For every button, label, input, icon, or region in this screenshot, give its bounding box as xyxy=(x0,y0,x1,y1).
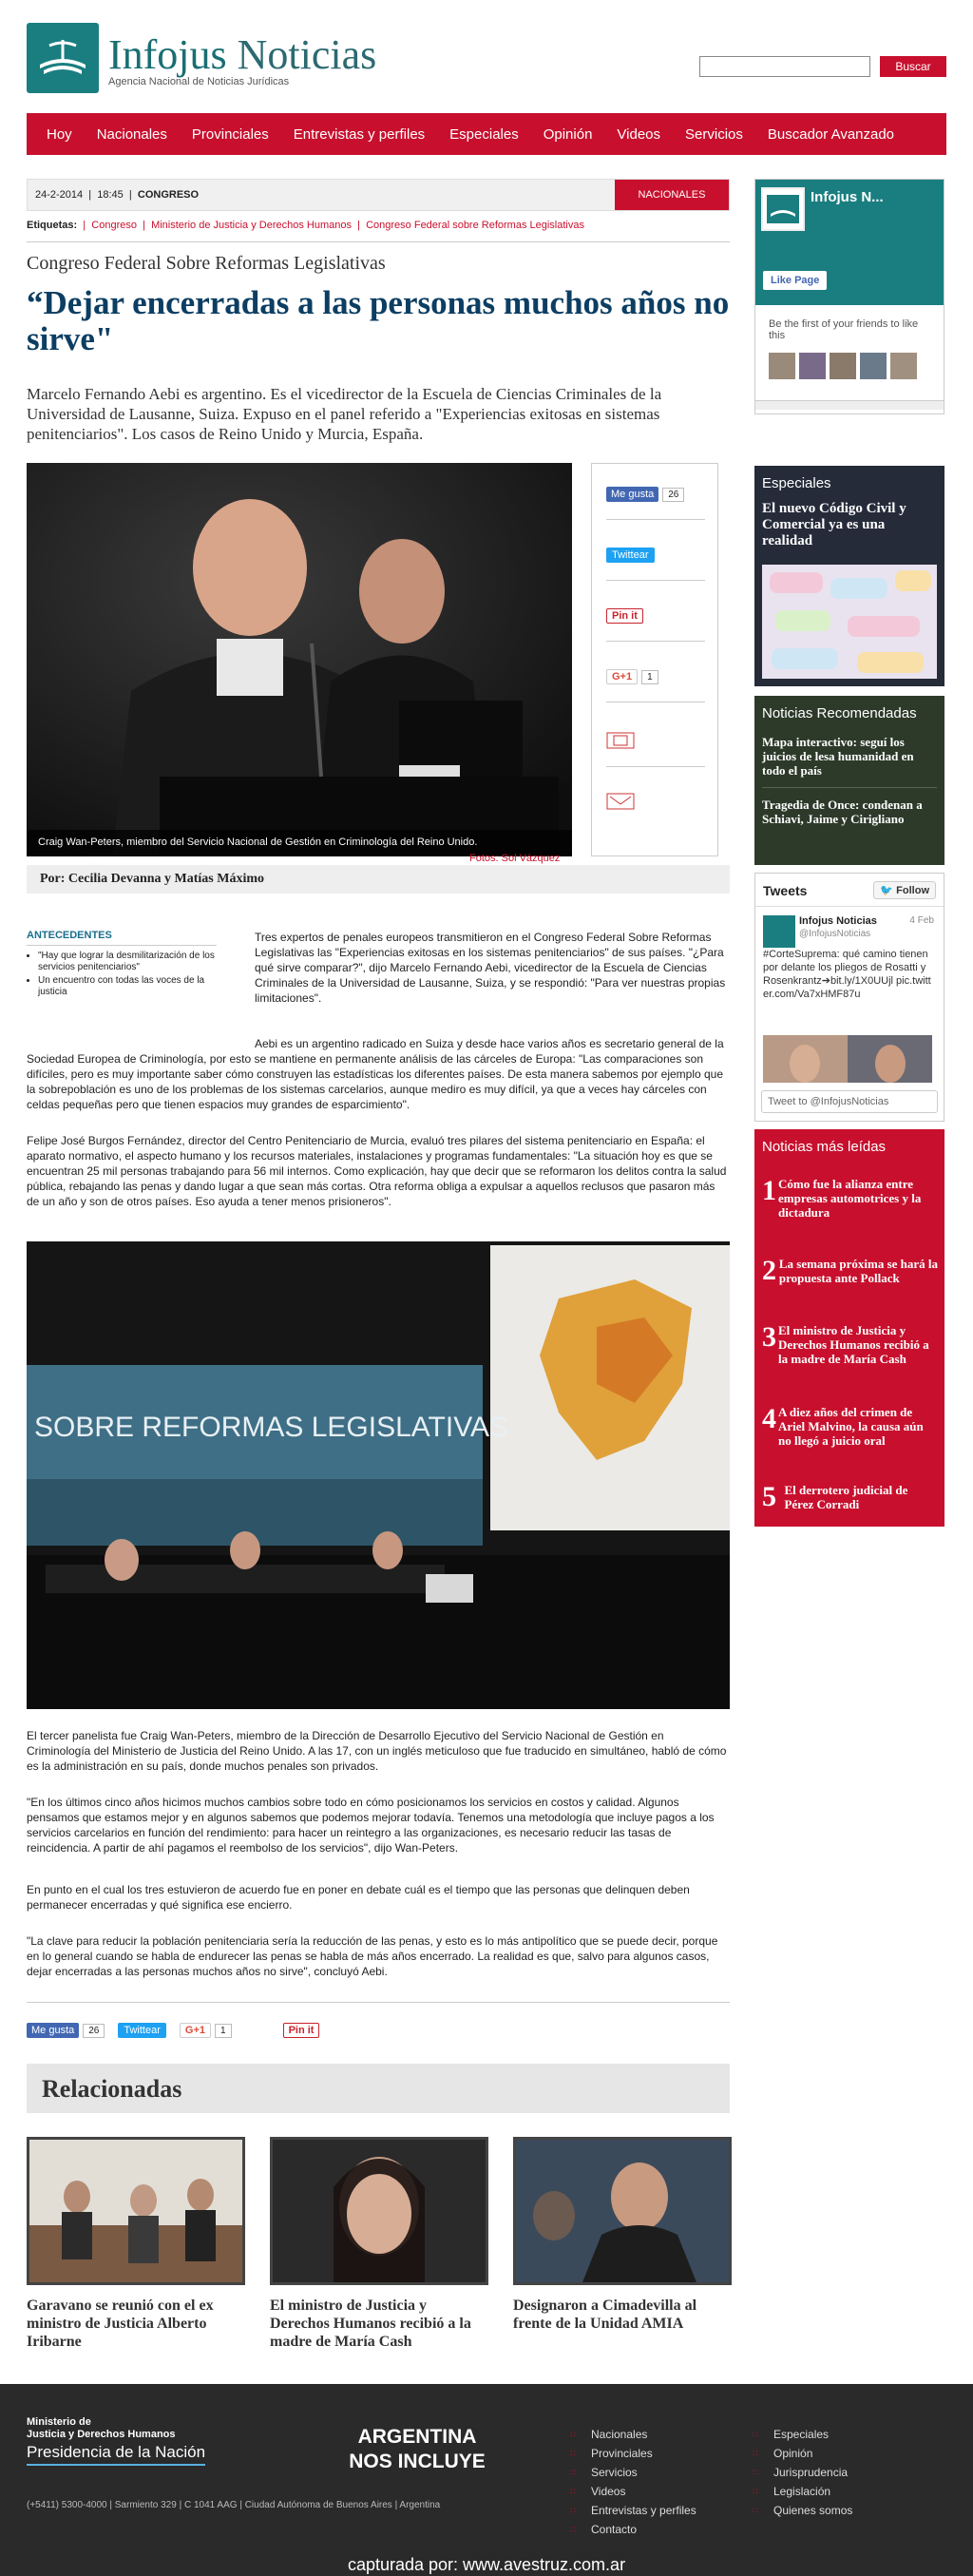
logo-icon[interactable] xyxy=(27,23,99,93)
like-count: 26 xyxy=(83,2024,105,2038)
like-count: 26 xyxy=(662,488,684,502)
footer-links-col2 xyxy=(753,2425,852,2520)
divider xyxy=(27,241,730,242)
list-item[interactable] xyxy=(762,1177,939,1220)
site-logo[interactable] xyxy=(108,31,377,78)
divider xyxy=(755,906,944,907)
divider xyxy=(606,580,705,581)
tweet-to-input[interactable]: Tweet to @InfojusNoticias xyxy=(761,1090,938,1113)
article-lead: Marcelo Fernando Aebi es argentino. Es el vicedirector de la Escuela de Ciencias Criminales de la Universidad de Lausanne, Suiza. Expuso en el panel referido a "Experiencias exitosas en sistemas penitenciarios". Los casos de Reino Unido y Murcia, España. xyxy=(27,385,662,443)
twitter-follow-button[interactable] xyxy=(873,881,936,899)
rank-number: 5 xyxy=(762,1481,776,1512)
argentina-line: ARGENTINA xyxy=(357,2426,477,2448)
facebook-friend-avatars xyxy=(769,353,917,379)
nav-item-buscador[interactable]: Buscador Avanzado xyxy=(767,125,895,143)
nav-item-videos[interactable]: Videos xyxy=(617,125,661,143)
facebook-widget xyxy=(754,179,944,414)
email-icon[interactable] xyxy=(606,793,635,810)
paragraph: En punto en el cual los tres estuvieron de acuerdo fue en poner en debate cuál es el tiempo que las personas que delinquen deben permanecer encerradas y qué significa ese encierro. xyxy=(27,1883,690,1912)
mas-leidas-item[interactable]: El ministro de Justicia y Derechos Humanos recibió a la madre de María Cash xyxy=(778,1323,929,1366)
ministry-logo[interactable] xyxy=(27,2416,176,2441)
logo-subtitle: Agencia Nacional de Noticias Jurídicas xyxy=(108,76,290,87)
footer-link[interactable] xyxy=(570,2520,696,2539)
footer-link[interactable] xyxy=(753,2501,852,2520)
nav-item-opinion[interactable]: Opinión xyxy=(543,125,593,143)
mas-leidas-item[interactable]: Cómo fue la alianza entre empresas automotrices y la dictadura xyxy=(778,1177,922,1220)
mas-leidas-item[interactable]: El derrotero judicial de Pérez Corradi xyxy=(784,1483,908,1511)
nav-item-nacionales[interactable]: Nacionales xyxy=(96,125,167,143)
especiales-item[interactable]: El nuevo Código Civil y Comercial ya es una realidad xyxy=(762,501,906,548)
article-section: CONGRESO xyxy=(137,189,200,201)
bullet-icon: ∷ xyxy=(753,2430,758,2439)
footer-link-label: Entrevistas y perfiles xyxy=(591,2504,696,2517)
bullet-icon: ∷ xyxy=(570,2430,576,2439)
divider xyxy=(27,2002,730,2003)
especiales-title: Especiales xyxy=(762,475,831,491)
tweet-handle: @InfojusNoticias xyxy=(799,929,871,939)
divider xyxy=(606,641,705,642)
nav-item-entrevistas[interactable]: Entrevistas y perfiles xyxy=(293,125,426,143)
tweet-date: 4 Feb xyxy=(909,915,934,926)
article-kicker: Congreso Federal Sobre Reformas Legislativas xyxy=(27,253,386,274)
main-nav xyxy=(27,113,946,155)
avatar xyxy=(769,353,795,379)
antecedente-link[interactable]: • "Hay que lograr la desmilitarización de los servicios penitenciarios" xyxy=(38,951,217,973)
footer-link-label: Servicios xyxy=(591,2466,638,2479)
tags-line: Etiquetas: | Congreso | Ministerio de Justicia y Derechos Humanos | Congreso Federal sobre Reformas Legislativas xyxy=(27,220,584,231)
footer-link[interactable] xyxy=(753,2482,852,2501)
mas-leidas-item[interactable]: La semana próxima se hará la propuesta ante Pollack xyxy=(778,1257,939,1285)
twitter-widget xyxy=(754,873,944,1122)
nav-item-provinciales[interactable]: Provinciales xyxy=(191,125,269,143)
recomendadas-item[interactable]: Tragedia de Once: condenan a Schiavi, Jaime y Cirigliano xyxy=(762,798,923,826)
nav-item-hoy[interactable]: Hoy xyxy=(47,125,72,143)
divider xyxy=(606,519,705,520)
twitter-bird-icon: 🐦 xyxy=(880,885,894,896)
tag-link[interactable]: Ministerio de Justicia y Derechos Humanos xyxy=(151,220,352,231)
scrollbar[interactable] xyxy=(755,400,944,410)
footer-links-col1 xyxy=(570,2425,696,2539)
footer-link-label: Opinión xyxy=(773,2447,813,2460)
list-item[interactable] xyxy=(762,1405,939,1448)
facebook-cover xyxy=(755,180,944,305)
article-photo xyxy=(27,463,572,856)
bullet-icon: ∷ xyxy=(570,2449,576,2458)
avatar[interactable] xyxy=(763,915,795,948)
pinterest-button[interactable]: Pin it xyxy=(606,608,643,624)
facebook-page-name[interactable]: Infojus N... xyxy=(811,189,884,205)
footer-link[interactable] xyxy=(570,2444,696,2463)
paragraph: "La clave para reducir la población penitenciaria sería la reducción de las penas, y esto es lo más antipolítico que se puede decir, porque en lo general cuando se habla de endurecer las penas se habla de más años encerrado. La realidad es que, salvo para algunos casos, dejar encerradas a las personas muchos años no sirve", concluyó Aebi. xyxy=(27,1934,718,1978)
mas-leidas-title: Noticias más leídas xyxy=(762,1139,887,1155)
tweet-user[interactable]: Infojus Noticias xyxy=(799,915,877,927)
related-title[interactable]: Garavano se reunió con el ex ministro de Justicia Alberto Iribarne xyxy=(27,2297,214,2350)
tag-link[interactable]: Congreso xyxy=(91,220,137,231)
footer-link-label: Provinciales xyxy=(591,2447,653,2460)
footer-link[interactable] xyxy=(570,2482,696,2501)
nav-item-servicios[interactable]: Servicios xyxy=(685,125,743,143)
footer-link[interactable] xyxy=(570,2501,696,2520)
facebook-friends-text: Be the first of your friends to like this xyxy=(769,318,919,341)
divider xyxy=(606,766,705,767)
bullet-icon: ∷ xyxy=(570,2525,576,2534)
article-photo-panel xyxy=(27,1241,730,1709)
rank-number: 2 xyxy=(762,1255,776,1286)
search-button[interactable]: Buscar xyxy=(880,56,946,77)
article-title: “Dejar encerradas a las personas muchos años no sirve" xyxy=(27,284,730,357)
footer-link-label: Jurisprudencia xyxy=(773,2466,849,2479)
footer-link-label: Videos xyxy=(591,2485,626,2498)
gplus-count: 1 xyxy=(215,2024,232,2038)
pinterest-button[interactable]: Pin it xyxy=(283,2023,320,2038)
list-item[interactable] xyxy=(762,1323,939,1366)
print-icon[interactable] xyxy=(606,732,635,749)
especiales-image[interactable] xyxy=(762,565,937,679)
avatar xyxy=(890,353,917,379)
capture-watermark: capturada por: www.avestruz.com.ar xyxy=(347,2555,626,2574)
paragraph: Aebi es un argentino radicado en Suiza y desde hace varios años es secretario general de la Sociedad Europea de Criminología, por esto se mantiene en permanente análisis de las cárceles de Europa: "Las comparaciones son difíciles, pero es muy importante saber cómo construyen las estadísticas los diferentes países. De esta manera sabemos por ejemplo que la sobrepoblación es uno de los problemas de los sistemas carcelarios, aunque mediro es muy difícil, ya que a veces hay cárceles con celdas pequeñas pero que tienen espacios muy grandes de esparcimiento". xyxy=(27,1037,724,1111)
footer-link-label: Legislación xyxy=(773,2485,831,2498)
footer-link[interactable] xyxy=(753,2463,852,2482)
ministry-line: Ministerio de xyxy=(27,2416,91,2428)
especiales-box xyxy=(754,466,944,686)
paragraph: Felipe José Burgos Fernández, director del Centro Penitenciario de Murcia, evaluó tres pilares del sistema penitenciario en España: el aparato normativo, el aspecto humano y los recursos materiales, instalaciones y programas fundamentales: "La situación hoy es que se encuentran 25 mil personas trabajando para 56 mil internos. Como explicación, hay que decir que se reformaron los delitos contra la salud pública, rebajando las penas y dando lugar a que sean más cortas. Otra reforma obliga a expulsar a aquellos reclusos que pasaron más de un año y son de otros países. Eso ayuda a tener menos prisioneros". xyxy=(27,1134,727,1208)
gplus-count: 1 xyxy=(641,670,658,684)
tag-link[interactable]: Congreso Federal sobre Reformas Legislativas xyxy=(366,220,584,231)
antecedentes-title: ANTECEDENTES xyxy=(27,930,112,941)
footer-link-label: Quienes somos xyxy=(773,2504,853,2517)
footer-link[interactable] xyxy=(753,2444,852,2463)
footer-link[interactable] xyxy=(753,2425,852,2444)
tweets-title: Tweets xyxy=(763,883,808,898)
argentina-line: NOS INCLUYE xyxy=(349,2451,486,2472)
related-heading: Relacionadas xyxy=(27,2064,730,2113)
bullet-icon: ∷ xyxy=(753,2487,758,2496)
footer-address: (+5411) 5300-4000 | Sarmiento 329 | C 1041 AAG | Ciudad Autónoma de Buenos Aires | Argentina xyxy=(27,2500,441,2510)
share-box xyxy=(591,463,718,856)
related-image[interactable] xyxy=(270,2137,488,2285)
bullet-icon: ∷ xyxy=(570,2506,576,2515)
avatar xyxy=(799,353,826,379)
paragraph: "En los últimos cinco años hicimos muchos cambios sobre todo en cómo posicionamos los servicios en costos y calidad. Algunos pensamos que estamos mejor y en algunos sabemos que podemos mejorar todavía. Tenemos una metodología que incluye pagos a los servicios carcelarios en función del rendimiento: para hacer un reintegro a las organizaciones, es necesario reducir las tasas de reincidencia. A partir de ahí pagamos el reembolso de los servicios", dijo Wan-Peters. xyxy=(27,1796,715,1855)
search-input[interactable] xyxy=(699,56,870,77)
related-title[interactable]: Designaron a Cimadevilla al frente de la Unidad AMIA xyxy=(513,2297,697,2332)
twitter-button[interactable]: Twittear xyxy=(606,548,655,563)
bullet-icon: ∷ xyxy=(753,2468,758,2477)
list-item[interactable] xyxy=(762,1483,939,1511)
rank-number: 3 xyxy=(762,1321,776,1353)
recomendadas-item[interactable]: Mapa interactivo: seguí los juicios de lesa humanidad en todo el país xyxy=(762,735,914,778)
facebook-like-button[interactable]: Me gusta xyxy=(27,2023,79,2038)
paragraph: El tercer panelista fue Craig Wan-Peters, miembro de la Dirección de Desarrollo Ejecutivo del Servicio Nacional de Gestión en Criminología del Ministerio de Justicia del Reino Unido. A las 17, con un inglés meticuloso que fue traducido en simultáneo, habló de cómo es la administración en su país, donde muchos penales son privados. xyxy=(27,1729,727,1773)
google-plus-button[interactable]: G+1 xyxy=(180,2023,211,2038)
rank-number: 4 xyxy=(762,1403,776,1434)
share-bar-bottom xyxy=(27,2023,333,2038)
related-image[interactable] xyxy=(27,2137,245,2285)
antecedente-link[interactable]: • Un encuentro con todas las voces de la justicia xyxy=(38,975,217,998)
facebook-like-button[interactable]: Me gusta xyxy=(606,487,658,502)
bullet-icon: ∷ xyxy=(753,2506,758,2515)
antecedentes-list xyxy=(27,951,217,1000)
rank-number: 1 xyxy=(762,1175,776,1206)
category-badge[interactable]: NACIONALES xyxy=(615,180,729,210)
twitter-button[interactable]: Twittear xyxy=(118,2023,166,2038)
google-plus-button[interactable]: G+1 xyxy=(606,669,638,684)
footer-link-label: Nacionales xyxy=(591,2428,648,2441)
tweet-image[interactable] xyxy=(763,1035,932,1083)
tags-label: Etiquetas: xyxy=(27,220,78,231)
article-time: 18:45 xyxy=(97,189,124,201)
recomendadas-title: Noticias Recomendadas xyxy=(762,705,917,721)
footer-link-label: Contacto xyxy=(591,2523,638,2536)
avatar xyxy=(860,353,887,379)
recomendadas-box xyxy=(754,696,944,865)
mas-leidas-box xyxy=(754,1129,944,1527)
footer-link[interactable] xyxy=(570,2463,696,2482)
paragraph: Tres expertos de penales europeos transmitieron en el Congreso Federal Sobre Reformas Legislativas las "Experiencias exitosas en los sistemas penitenciarios" de sus países. "¿Para qué sirve comparar?", dijo Marcelo Fernando Aebi, vicedirector de la Escuela de Ciencias Criminales de la Universidad de Lausanne, Suiza, y se respondió: "Para ver nuestras propias limitaciones". xyxy=(255,931,726,1005)
presidency-logo[interactable]: Presidencia de la Nación xyxy=(27,2443,205,2466)
article-date: 24-2-2014 xyxy=(35,189,84,201)
byline: Por: Cecilia Devanna y Matías Máximo xyxy=(27,865,730,894)
ministry-line: Justicia y Derechos Humanos xyxy=(27,2429,176,2440)
footer-link[interactable] xyxy=(570,2425,696,2444)
bullet-icon: ∷ xyxy=(570,2487,576,2496)
divider xyxy=(762,787,937,788)
logo-main-text: Infojus xyxy=(108,31,227,78)
argentina-logo xyxy=(346,2425,488,2474)
tweet-text[interactable]: #CorteSuprema: qué camino tienen por delante los pliegos de Rosatti y Rosenkrantz➔bit.ly/1X0UUjl pic.twitter.com/Va7xHMF87u xyxy=(763,949,931,1000)
avatar xyxy=(830,353,856,379)
photo-caption: Craig Wan-Peters, miembro del Servicio Nacional de Gestión en Criminología del Reino Unido. xyxy=(27,830,572,856)
footer-link-label: Especiales xyxy=(773,2428,830,2441)
facebook-like-page-button[interactable]: Like Page xyxy=(763,271,827,290)
follow-label: Follow xyxy=(896,885,929,896)
bullet-icon: ∷ xyxy=(753,2449,758,2458)
photo-credit: Fotos: Sol Vázquez xyxy=(469,853,561,864)
related-title[interactable]: El ministro de Justicia y Derechos Humanos recibió a la madre de María Cash xyxy=(270,2297,471,2350)
article-meta: 24-2-2014 | 18:45 | CONGRESO NACIONALES xyxy=(27,179,730,211)
bullet-icon: ∷ xyxy=(570,2468,576,2477)
mas-leidas-item[interactable]: A diez años del crimen de Ariel Malvino, la causa aún no llegó a juicio oral xyxy=(778,1405,924,1448)
nav-item-especiales[interactable]: Especiales xyxy=(449,125,519,143)
photo-banner-text: SOBRE REFORMAS LEGISLATIVAS xyxy=(34,1412,509,1443)
logo-second-text: Noticias xyxy=(237,31,377,78)
list-item[interactable] xyxy=(762,1257,939,1285)
facebook-page-logo-icon xyxy=(761,187,805,231)
divider xyxy=(27,945,217,946)
related-image[interactable] xyxy=(513,2137,732,2285)
